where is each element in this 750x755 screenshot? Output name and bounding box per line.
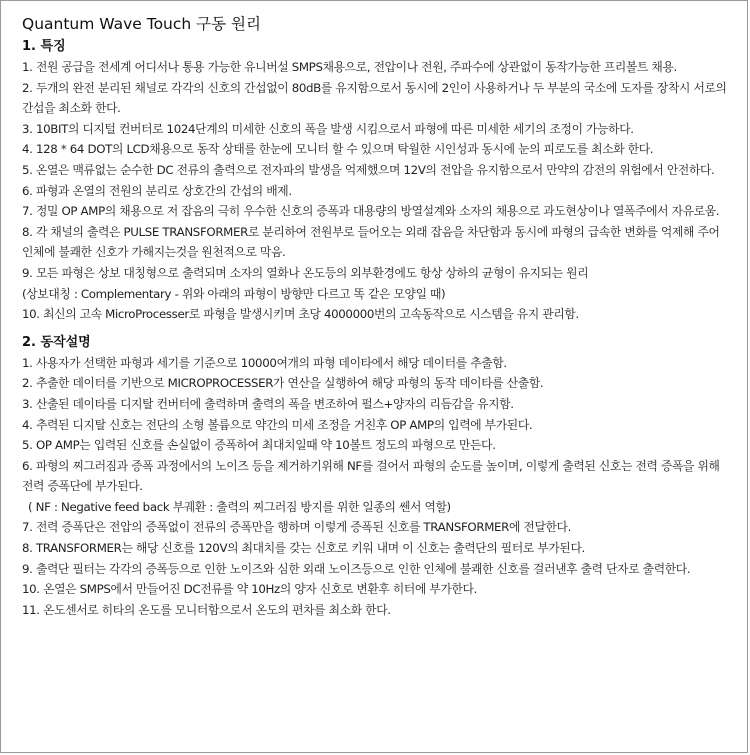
feature-item: 6. 파형과 온열의 전원의 분리로 상호간의 간섭의 배제. [22, 183, 292, 198]
document-body [22, 12, 734, 620]
operation-item: 10. 온열은 SMPS에서 만들어진 DC전류를 약 10Hz의 양자 신호로 변환후 히터에 부가한다. [22, 582, 478, 597]
operation-note: ( NF : Negative feed back 부궤환 : 출력의 찌그러짐 방지를 위한 일종의 쎈서 역할) [28, 499, 451, 514]
feature-item: 2. 두개의 완전 분리된 채널로 각각의 신호의 간섭없이 80dB를 유지함으로서 동시에 2인이 사용하거나 두 부분의 국소에 도자를 장착시 서로의 간섭을 최소화 한다. [22, 80, 727, 116]
feature-item: 4. 128 * 64 DOT의 LCD채용으로 동작 상태를 한눈에 모니터 할 수 있으며 탁월한 시인성과 동시에 눈의 피로도를 최소화 한다. [22, 142, 654, 157]
feature-item: 1. 전원 공급을 전세계 어디서나 통용 가능한 유니버설 SMPS채용으로, 전압이나 전원, 주파수에 상관없이 동작가능한 프리볼트 채용. [22, 60, 677, 74]
feature-item: 9. 모든 파형은 상보 대칭형으로 출력되며 소자의 열화나 온도등의 외부환경에도 항상 상하의 균형이 유지되는 원리 [22, 265, 589, 280]
page-title: Quantum Wave Touch 구동 원리 [22, 15, 261, 33]
feature-item: 8. 각 채널의 출력은 PULSE TRANSFORMER로 분리하여 전원부로 들어오는 외래 잡음을 차단함과 동시에 파형의 급속한 변화를 억제해 주어 인체에 불쾌한 신호가 가해지는것을 원천적으로 막음. [22, 224, 720, 260]
operation-item: 3. 산출된 데이타를 디지탈 컨버터에 출력하며 출력의 폭을 변조하여 펄스+양자의 리듬감을 유지함. [22, 396, 514, 411]
operation-item: 9. 출력단 필터는 각각의 증폭등으로 인한 노이즈와 심한 외래 노이즈등으로 인한 인체에 불쾌한 신호를 걸러낸후 출력 단자로 출력한다. [22, 561, 691, 576]
operation-item: 1. 사용자가 선택한 파형과 세기를 기준으로 10000여개의 파형 데이타에서 해당 데이터를 추출함. [22, 355, 507, 370]
feature-item: 5. 온열은 맥류없는 순수한 DC 전류의 출력으로 전자파의 발생을 억제했으며 12V의 전압을 유지함으로서 만약의 감전의 위험에서 안전하다. [22, 162, 715, 177]
operation-item: 8. TRANSFORMER는 해당 신호를 120V의 최대치를 갖는 신호로 키워 내며 이 신호는 출력단의 필터로 부가된다. [22, 541, 585, 556]
feature-list [22, 57, 734, 325]
operation-item: 2. 추출한 데이터를 기반으로 MICROPROCESSER가 연산을 실행하여 해당 파형의 동작 데이타를 산출함. [22, 376, 544, 391]
section-heading-operation: 2. 동작설명 [22, 334, 91, 350]
operation-item: 6. 파형의 찌그러짐과 증폭 과정에서의 노이즈 등을 제거하기위해 NF를 걸어서 파형의 순도를 높이며, 이렇게 출력된 신호는 전력 증폭을 위해 전력 증폭단에 부가된다. [22, 458, 720, 494]
feature-item: 10. 최신의 고속 MicroProcesser로 파형을 발생시키며 초당 4000000번의 고속동작으로 시스템을 유지 관리함. [22, 307, 579, 322]
operation-list [22, 353, 734, 621]
section-heading-features: 1. 특징 [22, 39, 66, 54]
feature-item: 7. 정밀 OP AMP의 채용으로 저 잡음의 극히 우수한 신호의 증폭과 대용량의 방열설계와 소자의 채용으로 과도현상이나 열폭주에서 자유로움. [22, 204, 720, 219]
operation-item: 4. 추력된 디지탈 신호는 전단의 소형 볼륨으로 약간의 미세 조정을 거친후 OP AMP의 입력에 부가된다. [22, 417, 533, 432]
operation-item: 5. OP AMP는 입력된 신호를 손실없이 증폭하여 최대치일때 약 10볼트 정도의 파형으로 만든다. [22, 438, 496, 453]
operation-item: 7. 전력 증폭단은 전압의 증폭없이 전류의 증폭만을 행하며 이렇게 증폭된 신호를 TRANSFORMER에 전달한다. [22, 520, 572, 535]
operation-item: 11. 온도센서로 히타의 온도를 모니터함으로서 온도의 편차를 최소화 한다. [22, 602, 391, 617]
feature-note: (상보대칭 : Complementary - 위와 아래의 파형이 방향만 다르고 똑 같은 모양일 때) [22, 286, 446, 301]
section-spacer [22, 325, 734, 332]
feature-item: 3. 10BIT의 디지털 컨버터로 1024단계의 미세한 신호의 폭을 발생 시킴으로서 파형에 따른 미세한 세기의 조정이 가능하다. [22, 121, 634, 136]
